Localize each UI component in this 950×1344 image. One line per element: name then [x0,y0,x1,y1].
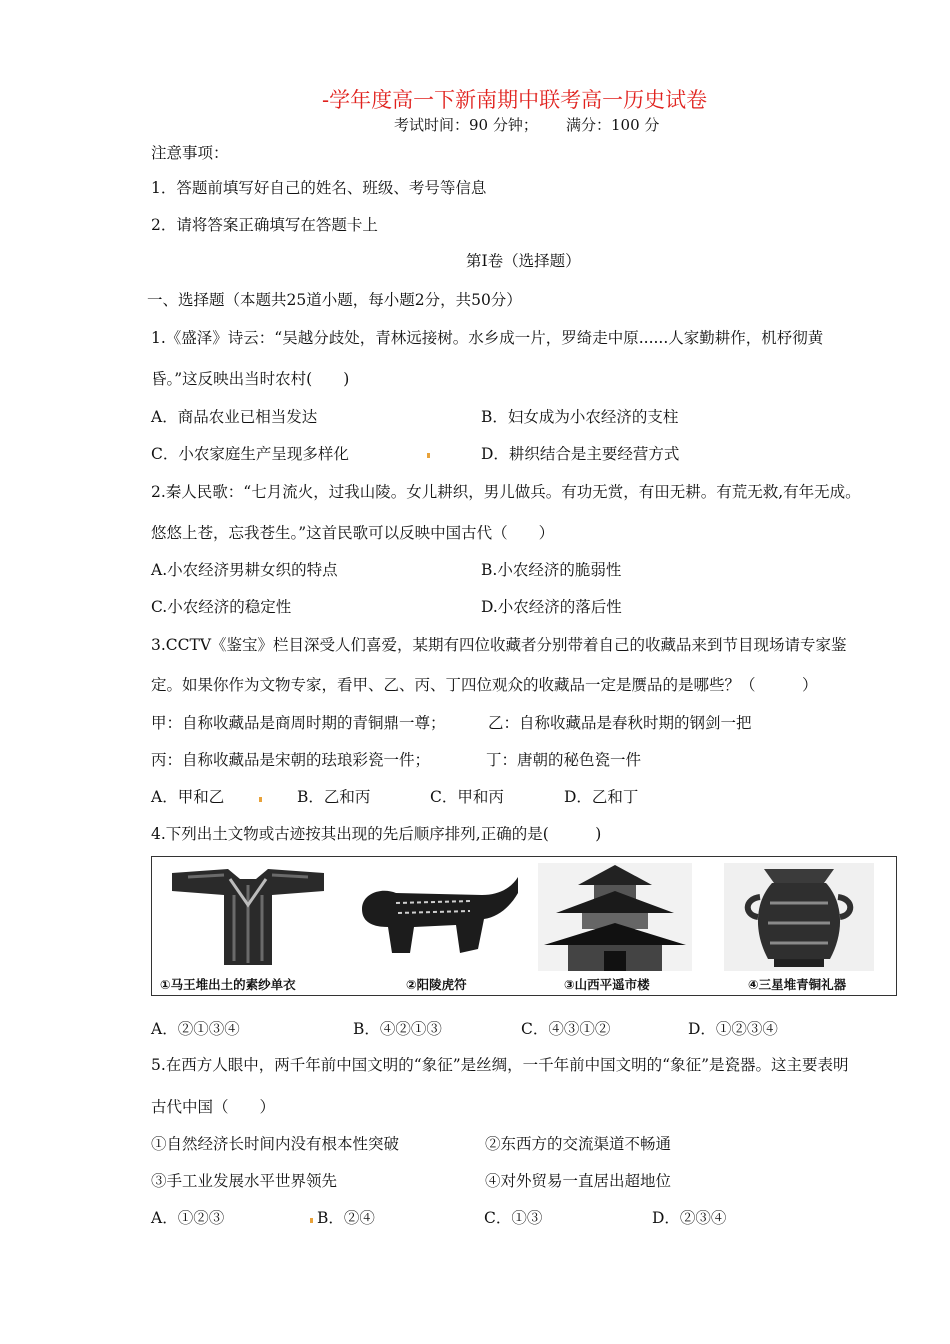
question-4-option-b: B．④②①③ [353,1020,442,1038]
question-3-item-yi: 乙：自称收藏品是春秋时期的钢剑一把 [488,714,752,732]
pingyao-tower-image [538,863,692,971]
question-2-option-c: C.小农经济的稳定性 [151,598,292,616]
exam-score: 满分：100 分 [566,116,660,134]
silk-garment-image [168,865,328,969]
question-2-option-b: B.小农经济的脆弱性 [481,561,622,579]
question-1-option-d: D．耕织结合是主要经营方式 [481,445,680,463]
figure-caption: ③山西平遥市楼 [564,977,650,992]
question-2-option-a: A.小农经济男耕女织的特点 [151,561,338,579]
question-1-stem: 1.《盛泽》诗云：“吴越分歧处，青林远接树。水乡成一片，罗绮走中原......人家勤耕作，机杼彻黄 [151,329,824,347]
volume-heading: 第Ⅰ卷（选择题） [466,252,581,270]
question-4-stem: 4.下列出土文物或古迹按其出现的先后顺序排列,正确的是( ) [151,825,602,843]
question-2-stem: 悠悠上苍，忘我苍生。”这首民歌可以反映中国古代（ ） [151,524,555,542]
figure-caption: ②阳陵虎符 [406,977,467,992]
question-5-option-b: B．②④ [317,1209,375,1227]
mark-dot [259,797,262,802]
notice-item: 1．答题前填写好自己的姓名、班级、考号等信息 [151,179,487,197]
question-3-item-jia: 甲：自称收藏品是商周时期的青铜鼎一尊； [151,714,446,732]
question-3-item-bing: 丙：自称收藏品是宋朝的珐琅彩瓷一件； [151,751,431,769]
question-1-option-c: C．小农家庭生产呈现多样化 [151,445,349,463]
question-1-option-b: B．妇女成为小农经济的支柱 [481,408,679,426]
question-3-option-a: A．甲和乙 [151,788,225,806]
tiger-tally-image [352,873,522,963]
question-2-option-d: D.小农经济的落后性 [481,598,622,616]
figure-caption: ①马王堆出土的素纱单衣 [160,977,296,992]
question-3-option-d: D．乙和丁 [564,788,639,806]
question-1-option-a: A．商品农业已相当发达 [151,408,318,426]
question-4-option-c: C．④③①② [521,1020,611,1038]
section-heading: 一、选择题（本题共25道小题，每小题2分，共50分） [147,291,522,309]
question-5-stem: 5.在西方人眼中，两千年前中国文明的“象征”是丝绸，一千年前中国文明的“象征”是瓷器。这主要表明 [151,1056,849,1074]
question-3-stem: 定。如果你作为文物专家，看甲、乙、丙、丁四位观众的收藏品一定是赝品的是哪些？（ ） [151,676,818,694]
question-3-option-c: C．甲和丙 [430,788,504,806]
question-2-stem: 2.秦人民歌：“七月流火，过我山陵。女儿耕织，男儿做兵。有功无赏，有田无耕。有荒无救,有年无成。 [151,483,861,501]
question-5-statement-1: ①自然经济长时间内没有根本性突破 [151,1135,400,1153]
question-4-option-d: D．①②③④ [688,1020,778,1038]
question-5-statement-4: ④对外贸易一直居出超地位 [485,1172,672,1190]
question-5-statement-3: ③手工业发展水平世界领先 [151,1172,338,1190]
question-3-item-ding: 丁：唐朝的秘色瓷一件 [486,751,642,769]
bronze-vessel-image [724,863,874,971]
question-1-stem: 昏。”这反映出当时农村( ) [151,370,350,388]
question-5-option-d: D．②③④ [652,1209,727,1227]
artifact-figure-panel [151,856,897,996]
question-4-option-a: A．②①③④ [151,1020,240,1038]
question-5-option-a: A．①②③ [151,1209,225,1227]
notice-heading: 注意事项： [151,144,229,162]
notice-item: 2．请将答案正确填写在答题卡上 [151,216,378,234]
question-5-statement-2: ②东西方的交流渠道不畅通 [485,1135,672,1153]
question-3-stem: 3.CCTV《鉴宝》栏目深受人们喜爱，某期有四位收藏者分别带着自己的收藏品来到节目现场请专家鉴 [151,636,847,654]
exam-time: 考试时间：90 分钟； [394,116,538,134]
question-3-option-b: B．乙和丙 [297,788,371,806]
question-5-stem: 古代中国（ ） [151,1098,276,1116]
question-5-option-c: C．①③ [484,1209,543,1227]
page-title: -学年度高一下新南期中联考高一历史试卷 [322,88,708,112]
mark-dot [427,453,430,458]
figure-caption: ④三星堆青铜礼器 [748,977,847,992]
mark-dot [310,1218,313,1223]
